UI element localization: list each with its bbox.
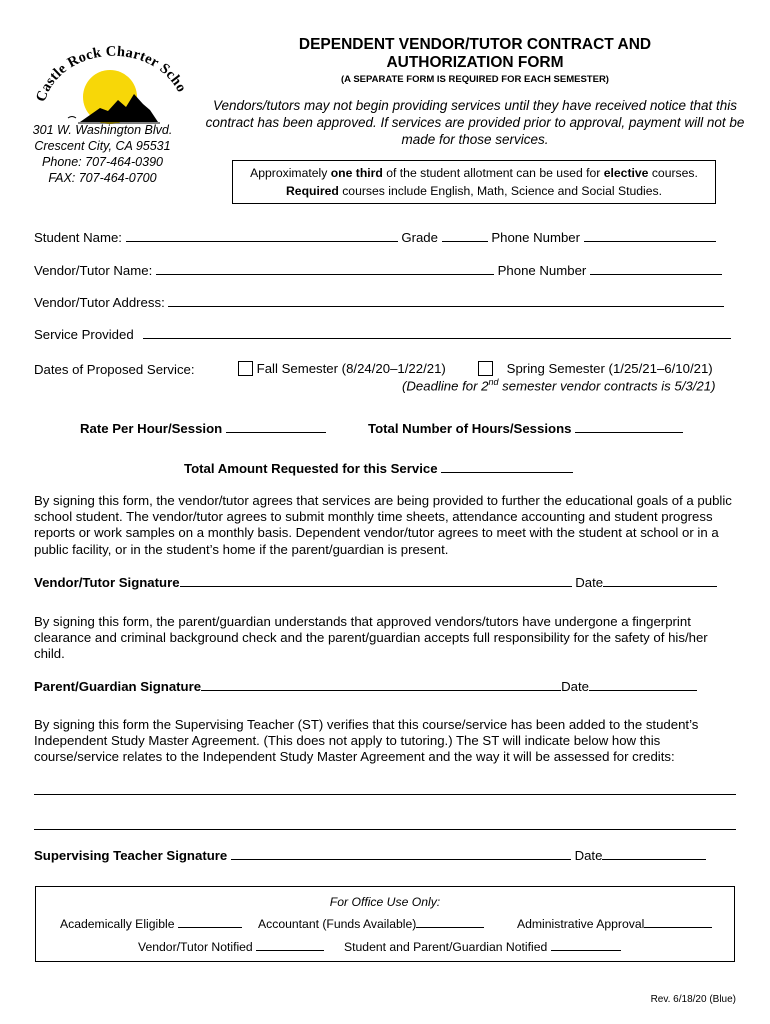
grade-input[interactable] <box>442 229 488 242</box>
deadline-text: semester vendor contracts is 5/3/21) <box>498 378 716 394</box>
vendor-notified-label: Vendor/Tutor Notified <box>138 940 253 954</box>
student-info-row <box>34 229 716 245</box>
vendor-phone-label: Phone Number <box>497 263 587 278</box>
rate-row <box>80 420 326 436</box>
credit-assessment-line-2[interactable] <box>34 829 736 830</box>
admin-approval-label: Administrative Approval <box>517 917 645 931</box>
accountant-field <box>258 917 484 931</box>
allotment-emphasis-one-third: one third <box>330 166 383 180</box>
admin-approval-field <box>517 917 712 931</box>
deadline-note <box>402 377 715 393</box>
school-address <box>20 122 185 186</box>
address-fax: FAX: 707-464-0700 <box>48 171 157 185</box>
vendor-signature-input[interactable] <box>180 574 572 587</box>
deadline-text: (Deadline for 2 <box>402 378 489 394</box>
rate-label: Rate Per Hour/Session <box>80 421 223 436</box>
form-title-line-1: DEPENDENT VENDOR/TUTOR CONTRACT AND <box>298 36 652 53</box>
admin-approval-input[interactable] <box>644 917 712 928</box>
parent-signature-input[interactable] <box>201 678 561 691</box>
vendor-address-input[interactable] <box>168 294 724 307</box>
student-name-input[interactable] <box>126 229 398 242</box>
deadline-superscript: nd <box>488 377 499 387</box>
teacher-date-label: Date <box>574 848 603 863</box>
school-logo-graphic <box>30 28 190 128</box>
parent-signature-row <box>34 678 697 694</box>
vendor-name-input[interactable] <box>156 262 494 275</box>
total-hours-input[interactable] <box>575 420 683 433</box>
service-provided-row <box>34 326 731 342</box>
allotment-notice-box <box>232 160 716 204</box>
vendor-date-label: Date <box>575 575 604 590</box>
total-hours-label: Total Number of Hours/Sessions <box>368 421 572 436</box>
parent-date-label: Date <box>561 679 589 694</box>
vendor-address-label: Vendor/Tutor Address: <box>34 295 165 310</box>
parent-agreement-paragraph: By signing this form, the parent/guardian understands that approved vendors/tutors have undergone a fingerprint clearance and criminal background check and the parent/guardian accepts full responsibility for the safety of his/her child. <box>34 614 708 662</box>
parent-date-input[interactable] <box>589 678 697 691</box>
school-logo <box>30 28 190 128</box>
teacher-signature-row <box>34 847 706 863</box>
teacher-date-input[interactable] <box>602 847 706 860</box>
vendor-notified-input[interactable] <box>256 940 324 951</box>
parent-signature-label: Parent/Guardian Signature <box>34 679 202 694</box>
service-provided-label: Service Provided <box>34 327 134 342</box>
allotment-text: courses. <box>648 166 698 180</box>
form-title-line-2: AUTHORIZATION FORM <box>386 54 564 71</box>
allotment-text: courses include English, Math, Science and Social Studies. <box>338 184 662 198</box>
accountant-input[interactable] <box>416 917 484 928</box>
credit-assessment-line-1[interactable] <box>34 794 736 795</box>
total-hours-row <box>368 420 683 436</box>
logo-bird-mark <box>68 117 76 119</box>
academically-eligible-label: Academically Eligible <box>60 917 175 931</box>
allotment-emphasis-required: Required <box>286 184 339 198</box>
teacher-verification-paragraph: By signing this form the Supervising Teacher (ST) verifies that this course/service has been added to the student’s Independent Study Master Agreement. (This does not apply to tutoring.) The ST will indicate below how this course/service relates to the Independent Study Master Agreement and the way it will be assessed for credits: <box>34 717 699 765</box>
vendor-address-row <box>34 294 724 310</box>
spring-semester-checkbox[interactable] <box>478 361 493 376</box>
dates-label: Dates of Proposed Service: <box>34 362 195 377</box>
total-amount-label: Total Amount Requested for this Service <box>184 461 438 476</box>
allotment-line-2 <box>233 182 715 200</box>
phone-number-label: Phone Number <box>491 230 581 245</box>
vendor-agreement-paragraph: By signing this form, the vendor/tutor agrees that services are being provided to further the educational goals of a public school student. The vendor/tutor agrees to submit monthly time sheets, attendance accounting and student progress reports or work samples on a monthly basis. Dependent vendor/tutor agrees to meet with the student at school or in a public facility, or in the student’s home if the parent/guardian is present. <box>34 493 732 557</box>
address-phone: Phone: 707-464-0390 <box>42 155 163 169</box>
student-name-label: Student Name: <box>34 230 122 245</box>
academically-eligible-field <box>60 917 242 931</box>
academically-eligible-input[interactable] <box>178 917 242 928</box>
allotment-text: of the student allotment can be used for <box>382 166 604 180</box>
fall-semester-label: Fall Semester (8/24/20–1/22/21) <box>256 361 446 376</box>
teacher-signature-input[interactable] <box>231 847 571 860</box>
office-use-box <box>35 886 735 962</box>
fall-semester-checkbox[interactable] <box>238 361 253 376</box>
vendor-phone-input[interactable] <box>590 262 722 275</box>
accountant-label: Accountant (Funds Available) <box>258 917 417 931</box>
total-amount-row <box>184 460 573 476</box>
approval-notice: Vendors/tutors may not begin providing services until they have received notice that this contract has been approved. If services are provided prior to approval, payment will not be made for those services. <box>205 98 745 147</box>
allotment-line-1 <box>233 164 715 182</box>
office-use-title: For Office Use Only: <box>329 895 441 909</box>
spring-semester-label: Spring Semester (1/25/21–6/10/21) <box>506 361 713 376</box>
vendor-date-input[interactable] <box>603 574 717 587</box>
revision-label: Rev. 6/18/20 (Blue) <box>650 994 736 1005</box>
logo-arc-text: Castle Rock Charter Scho <box>33 43 190 104</box>
allotment-emphasis-elective: elective <box>603 166 649 180</box>
fall-semester-option[interactable] <box>238 361 446 376</box>
student-notified-input[interactable] <box>551 940 621 951</box>
service-provided-input[interactable] <box>143 326 731 339</box>
rate-input[interactable] <box>226 420 326 433</box>
vendor-notified-field <box>138 940 324 954</box>
vendor-name-label: Vendor/Tutor Name: <box>34 263 153 278</box>
student-notified-label: Student and Parent/Guardian Notified <box>344 940 548 954</box>
vendor-signature-row <box>34 574 717 590</box>
vendor-signature-label: Vendor/Tutor Signature <box>34 575 180 590</box>
address-street: 301 W. Washington Blvd. <box>32 123 173 137</box>
teacher-signature-label: Supervising Teacher Signature <box>34 848 228 863</box>
student-phone-input[interactable] <box>584 229 716 242</box>
total-amount-input[interactable] <box>441 460 573 473</box>
allotment-text: Approximately <box>250 166 331 180</box>
grade-label: Grade <box>401 230 438 245</box>
student-notified-field <box>344 940 621 954</box>
vendor-info-row <box>34 262 722 278</box>
form-subtitle: (A SEPARATE FORM IS REQUIRED FOR EACH SEMESTER) <box>341 74 609 85</box>
spring-semester-option[interactable] <box>478 361 713 376</box>
address-city: Crescent City, CA 95531 <box>34 139 171 153</box>
